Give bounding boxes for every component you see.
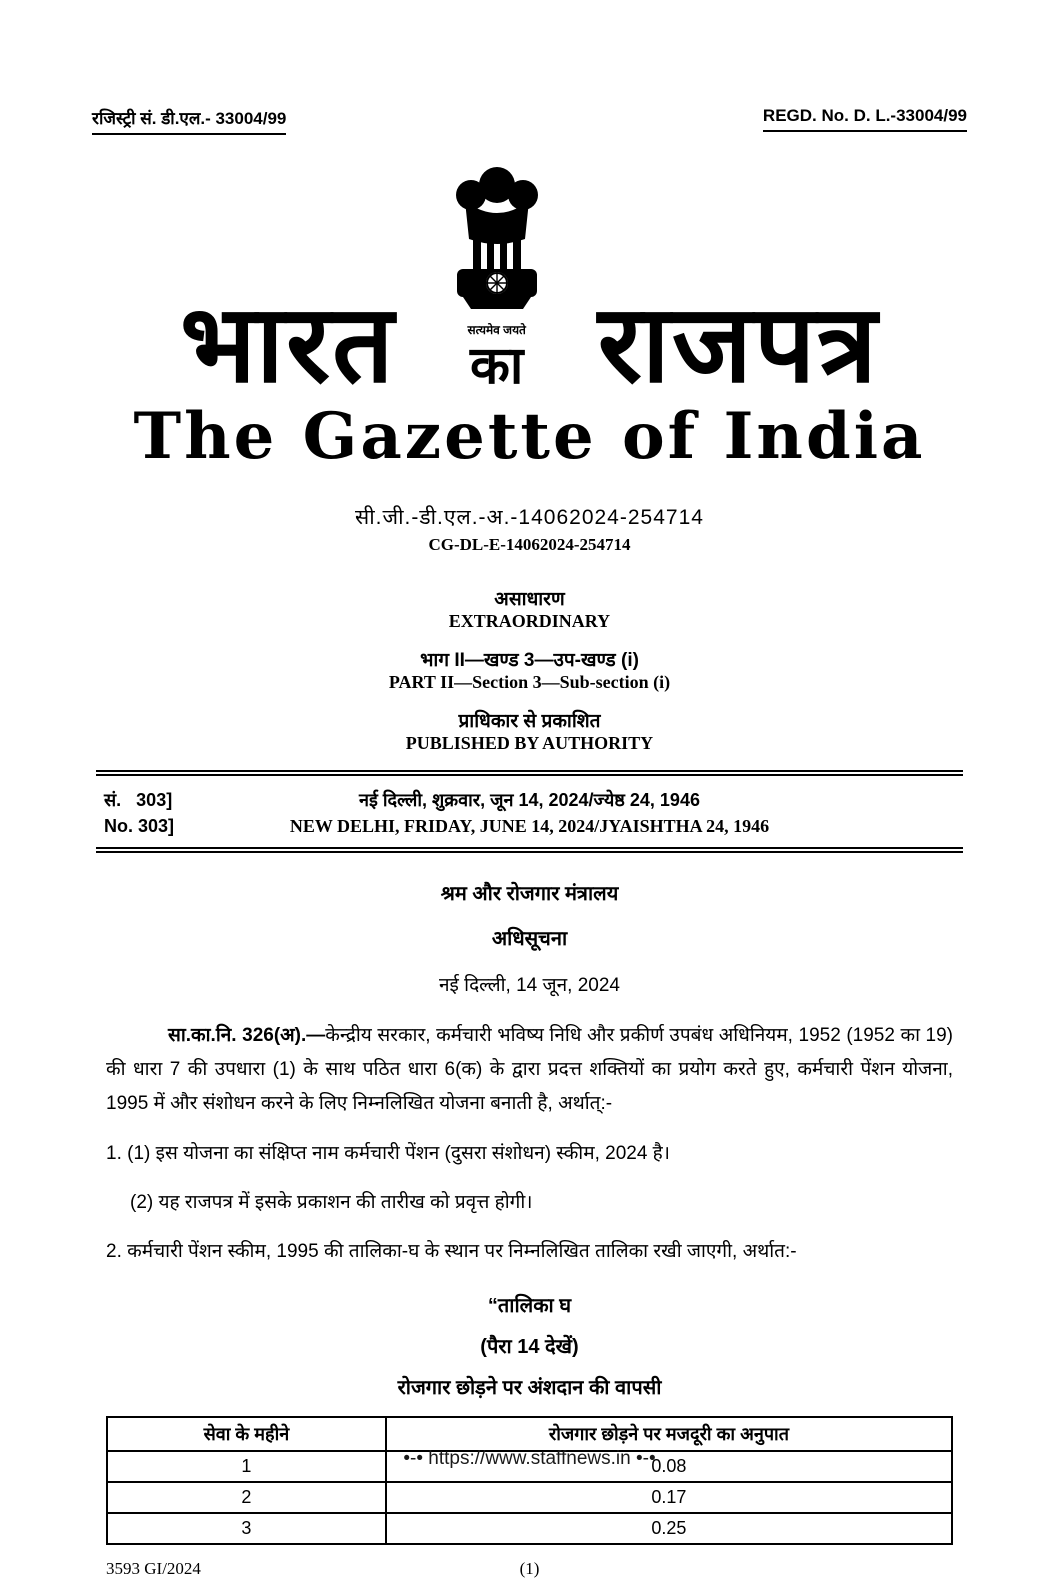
- table-header-months: सेवा के महीने: [107, 1417, 386, 1451]
- notification-type: अधिसूचना: [491, 928, 568, 951]
- gsr-number: सा.का.नि. 326(अ).—: [168, 1025, 326, 1047]
- part-hindi: भाग II—खण्ड 3—उप-खण्ड (i): [420, 650, 639, 672]
- table-row: [107, 1513, 952, 1544]
- table-header-proportion: रोजगार छोड़ने पर मजदूरी का अनुपात: [386, 1417, 952, 1451]
- emblem-motto: सत्यमेव जयते: [467, 323, 526, 337]
- gazette-code-hindi: सी.जी.-डी.एल.-अ.-14062024-254714: [355, 506, 704, 530]
- place-date-line: नई दिल्ली, 14 जून, 2024: [439, 975, 620, 997]
- extraordinary-hindi: असाधारण: [494, 589, 565, 611]
- issue-row-english: [104, 816, 955, 837]
- bottom-double-rule: [96, 847, 963, 853]
- masthead: [0, 161, 1059, 475]
- registration-number-english: REGD. No. D. L.-33004/99: [763, 106, 967, 132]
- edition-extraordinary: [0, 585, 1059, 632]
- issue-date-hindi: नई दिल्ली, शुक्रवार, जून 14, 2024/ज्येष्ठ 24, 1946: [359, 790, 700, 811]
- clause-2: 2. कर्मचारी पेंशन स्कीम, 1995 की तालिका-घ के स्थान पर निम्नलिखित तालिका रखी जाएगी, अर्थात:-: [106, 1241, 797, 1263]
- issue-date-english: NEW DELHI, FRIDAY, JUNE 14, 2024/JYAISHTHA 24, 1946: [289, 816, 770, 837]
- clause-1-2: (2) यह राजपत्र में इसके प्रकाशन की तारीख को प्रवृत्त होगी।: [130, 1191, 533, 1213]
- registration-row: [92, 106, 967, 135]
- table-cell-months: 3: [107, 1513, 386, 1544]
- table-cell-proportion: 0.25: [386, 1513, 952, 1544]
- table-cell-proportion: 0.08: [386, 1451, 952, 1482]
- issue-row-hindi: [104, 788, 955, 812]
- masthead-english-title: The Gazette of India: [133, 399, 926, 475]
- page-number: (1): [519, 1558, 540, 1578]
- contribution-table: [106, 1416, 953, 1545]
- ministry-title: श्रम और रोजगार मंत्रालय: [440, 883, 619, 906]
- table-cell-months: 2: [107, 1482, 386, 1513]
- schedule-title: “तालिका घ: [487, 1294, 572, 1317]
- issue-number-hindi: सं. 303]: [104, 790, 173, 811]
- part-english: PART II—Section 3—Sub-section (i): [388, 672, 671, 693]
- masthead-hindi-title: [0, 161, 1059, 404]
- extraordinary-english: EXTRAORDINARY: [448, 611, 611, 632]
- footer-row: [106, 1559, 953, 1579]
- authority-english: PUBLISHED BY AUTHORITY: [405, 733, 654, 754]
- gazette-code-english: CG-DL-E-14062024-254714: [428, 535, 631, 555]
- gazette-codes: [0, 503, 1059, 555]
- table-row: [107, 1482, 952, 1513]
- issue-banner: [96, 770, 963, 853]
- issue-number-english: No. 303]: [104, 816, 175, 837]
- masthead-word-rajpatra: राजपत्र: [597, 282, 879, 404]
- authority-hindi: प्राधिकार से प्रकाशित: [458, 711, 601, 733]
- table-cell-proportion: 0.17: [386, 1482, 952, 1513]
- masthead-word-ka: का: [469, 337, 524, 395]
- edition-authority: [0, 707, 1059, 754]
- table-header-row: [107, 1417, 952, 1451]
- table-cell-months: 1: [107, 1451, 386, 1482]
- clause-1-1: 1. (1) इस योजना का संक्षिप्त नाम कर्मचारी पेंशन (दुसरा संशोधन) स्कीम, 2024 है।: [106, 1142, 670, 1164]
- emblem-stack: [422, 161, 572, 395]
- national-emblem-icon: [445, 161, 549, 319]
- print-code: 3593 GI/2024: [106, 1558, 201, 1578]
- gsr-paragraph-text: केन्द्रीय सरकार, कर्मचारी भविष्य निधि और प्रकीर्ण उपबंध अधिनियम, 1952 (1952 का 19) की धारा 7 की उपधारा (1) के साथ पठित धारा 6(क) के द्वारा प्रदत्त शक्तियों का प्रयोग करते हुए, कर्मचारी पेंशन योजना, 1995 में और संशोधन करने के लिए निम्नलिखित योजना बनाती है, अर्थात्:-: [106, 1025, 954, 1114]
- gsr-paragraph: [106, 1019, 953, 1120]
- notification-content: [106, 879, 953, 1544]
- registration-number-hindi: रजिस्ट्री सं. डी.एल.- 33004/99: [92, 106, 286, 135]
- edition-part: [0, 646, 1059, 693]
- issue-body: [96, 776, 963, 847]
- edition-block: [0, 585, 1059, 754]
- masthead-word-bharat: भारत: [180, 282, 396, 404]
- schedule-subtitle: (पैरा 14 देखें): [480, 1335, 579, 1358]
- schedule-caption: रोजगार छोड़ने पर अंशदान की वापसी: [397, 1376, 662, 1399]
- watermark-url: •-• https://www.staffnews.in •-•: [403, 1448, 656, 1469]
